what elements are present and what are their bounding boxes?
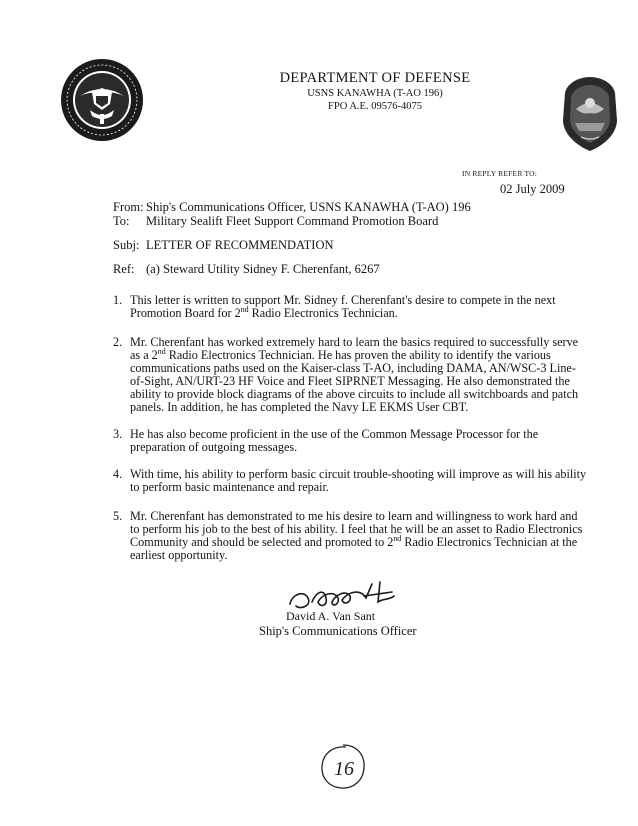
paragraph-line: He has also become proficient in the use of the Common Message Processor for the bbox=[130, 427, 539, 441]
paragraph-2 bbox=[113, 335, 579, 416]
paragraph-line: as a 2nd Radio Electronics Technician. He has proven the ability to identify the various bbox=[130, 346, 551, 362]
paragraph-line: preparation of outgoing messages. bbox=[130, 440, 298, 454]
circled-page-mark bbox=[318, 742, 368, 792]
paragraph-3 bbox=[113, 428, 563, 458]
paragraph-line: to perform basic maintenance and repair. bbox=[130, 480, 329, 494]
letter-date: 02 July 2009 bbox=[500, 182, 565, 196]
signer-name: David A. Van Sant bbox=[286, 609, 376, 623]
reply-refer-label: IN REPLY REFER TO: bbox=[462, 169, 538, 178]
paragraph-line: With time, his ability to perform basic circuit trouble-shooting will improve as will his ability bbox=[130, 467, 587, 481]
paragraph-line: communications paths used on the Kaiser-class T-AO, including DAMA, AN/WSC-3 Line- bbox=[130, 361, 576, 375]
paragraph-5 bbox=[113, 509, 583, 566]
paragraph-line: This letter is written to support Mr. Sidney f. Cherenfant's desire to compete in the next bbox=[130, 293, 556, 307]
reference-line bbox=[113, 262, 380, 277]
paragraph-number: 4. bbox=[113, 467, 123, 481]
paragraph-number: 2. bbox=[113, 335, 123, 349]
ship-crest-logo bbox=[561, 75, 619, 153]
subject-line bbox=[113, 238, 334, 253]
paragraph-line: Mr. Cherenfant has worked extremely hard to learn the basics required to successfully serve bbox=[130, 335, 579, 349]
paragraph-line: Promotion Board for 2nd Radio Electronics Technician. bbox=[130, 304, 398, 320]
subject-label: Subj: bbox=[113, 238, 140, 252]
to-label: To: bbox=[113, 214, 130, 228]
from-label: From: bbox=[113, 200, 144, 214]
reference-value: (a) Steward Utility Sidney F. Cherenfant, 6267 bbox=[146, 262, 380, 276]
paragraph-line: Community and should be selected and promoted to 2nd Radio Electronics Technician at the bbox=[130, 533, 578, 549]
paragraph-line: Mr. Cherenfant has demonstrated to me his desire to learn and willingness to work hard and bbox=[130, 509, 578, 523]
paragraph-number: 5. bbox=[113, 509, 123, 523]
paragraph-line: ability to provide block diagrams of the above circuits to include all switchboards and patch bbox=[130, 387, 579, 401]
paragraph-line: of-Sight, AN/URT-23 HF Voice and Fleet SIPRNET Messaging. He also demonstrated the bbox=[130, 374, 570, 388]
from-line bbox=[113, 200, 471, 215]
to-value: Military Sealift Fleet Support Command Promotion Board bbox=[146, 214, 439, 228]
paragraph-line: to perform his job to the best of his ability. I feel that he will be an asset to Radio Electronics bbox=[130, 522, 583, 536]
ship-name: USNS KANAWHA (T-AO 196) bbox=[307, 88, 443, 99]
paragraph-line: panels. In addition, he has completed the Navy LE EKMS User CBT. bbox=[130, 400, 469, 414]
fpo-address: FPO A.E. 09576-4075 bbox=[328, 101, 422, 112]
paragraph-line: earliest opportunity. bbox=[130, 548, 228, 562]
circled-page-number: 16 bbox=[334, 758, 354, 780]
subject-value: LETTER OF RECOMMENDATION bbox=[146, 238, 334, 252]
signer-title: Ship's Communications Officer bbox=[259, 624, 417, 638]
navy-seal-logo bbox=[60, 58, 144, 142]
paragraph-4 bbox=[113, 467, 587, 498]
paragraph-number: 3. bbox=[113, 427, 123, 441]
to-line bbox=[113, 214, 438, 229]
reference-label: Ref: bbox=[113, 262, 135, 276]
paragraph-number: 1. bbox=[113, 293, 123, 307]
department-title: DEPARTMENT OF DEFENSE bbox=[279, 70, 471, 86]
from-value: Ship's Communications Officer, USNS KANAWHA (T-AO) 196 bbox=[146, 200, 471, 214]
paragraph-1 bbox=[113, 294, 563, 324]
